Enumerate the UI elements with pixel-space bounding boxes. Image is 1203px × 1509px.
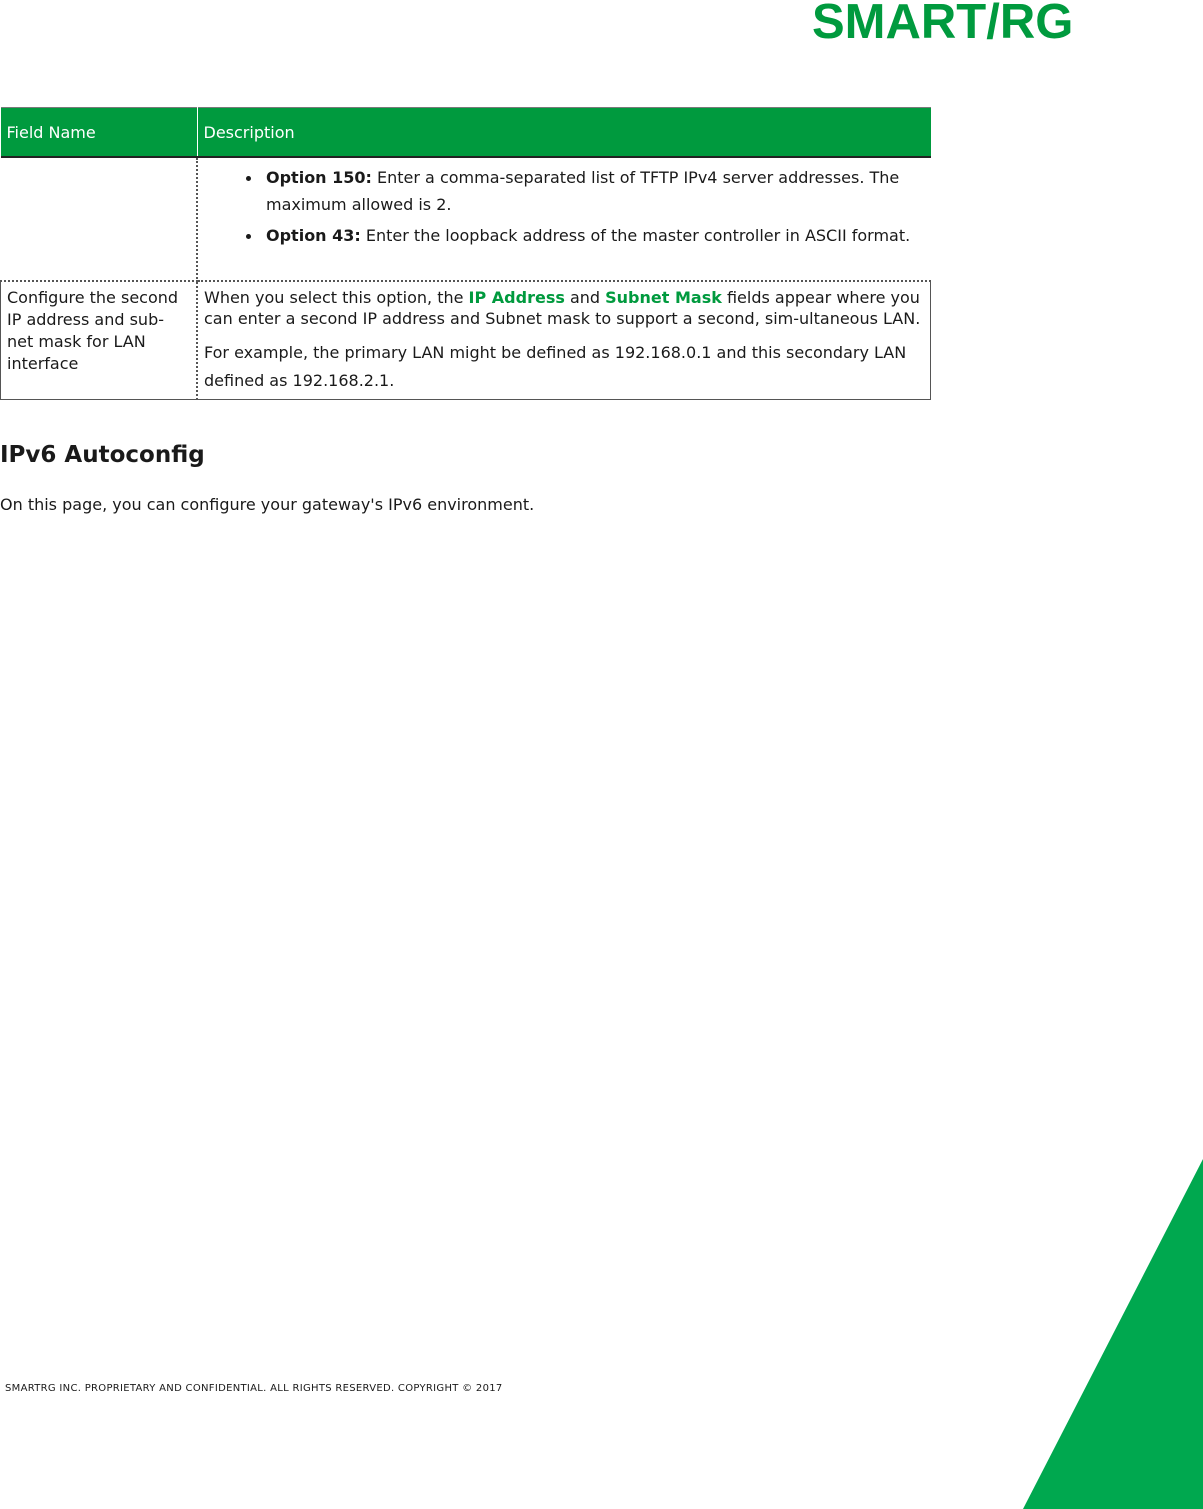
field-name-cell: Configure the second IP address and sub-net mask for LAN interface [1,281,198,400]
description-cell [197,157,931,281]
subnet-mask-label: Subnet Mask [605,288,722,307]
description-text: and [564,288,606,307]
option-label: Option 150: [266,168,372,187]
ip-address-label: IP Address [468,288,565,307]
table-header-row [1,108,931,158]
option-text: Enter a comma-separated list of TFTP IPv4 server addresses. The maximum allowed is 2. [266,168,900,214]
header-description: Description [197,108,931,158]
description-cell [197,281,931,400]
list-item-option-43 [266,222,925,249]
field-name-cell [1,157,198,281]
section-title: IPv6 Autoconfig [0,442,205,468]
section-intro: On this page, you can configure your gateway's IPv6 environment. [0,495,535,514]
example-paragraph: For example, the primary LAN might be defined as 192.168.0.1 and this secondary LAN defined as 192.168.2.1. [204,343,907,390]
header-field-name: Field Name [1,108,198,158]
corner-triangle-decoration [1023,1159,1203,1509]
footer-copyright: SMARTRG INC. PROPRIETARY AND CONFIDENTIAL. ALL RIGHTS RESERVED. COPYRIGHT © 2017 [5,1383,503,1394]
field-description-table [0,107,931,400]
smartrg-logo: SMART/RG [812,0,1074,49]
table-row [1,281,931,400]
option-list [204,164,925,249]
table-row [1,157,931,281]
description-paragraph [204,287,924,329]
list-item-option-150 [266,164,925,218]
description-text: fields appear where you can enter a second IP address and Subnet mask to support a second, sim-ultaneous LAN. [204,288,921,328]
option-label: Option 43: [266,226,361,245]
description-text: When you select this option, the [204,288,469,307]
option-text: Enter the loopback address of the master controller in ASCII format. [360,226,911,245]
